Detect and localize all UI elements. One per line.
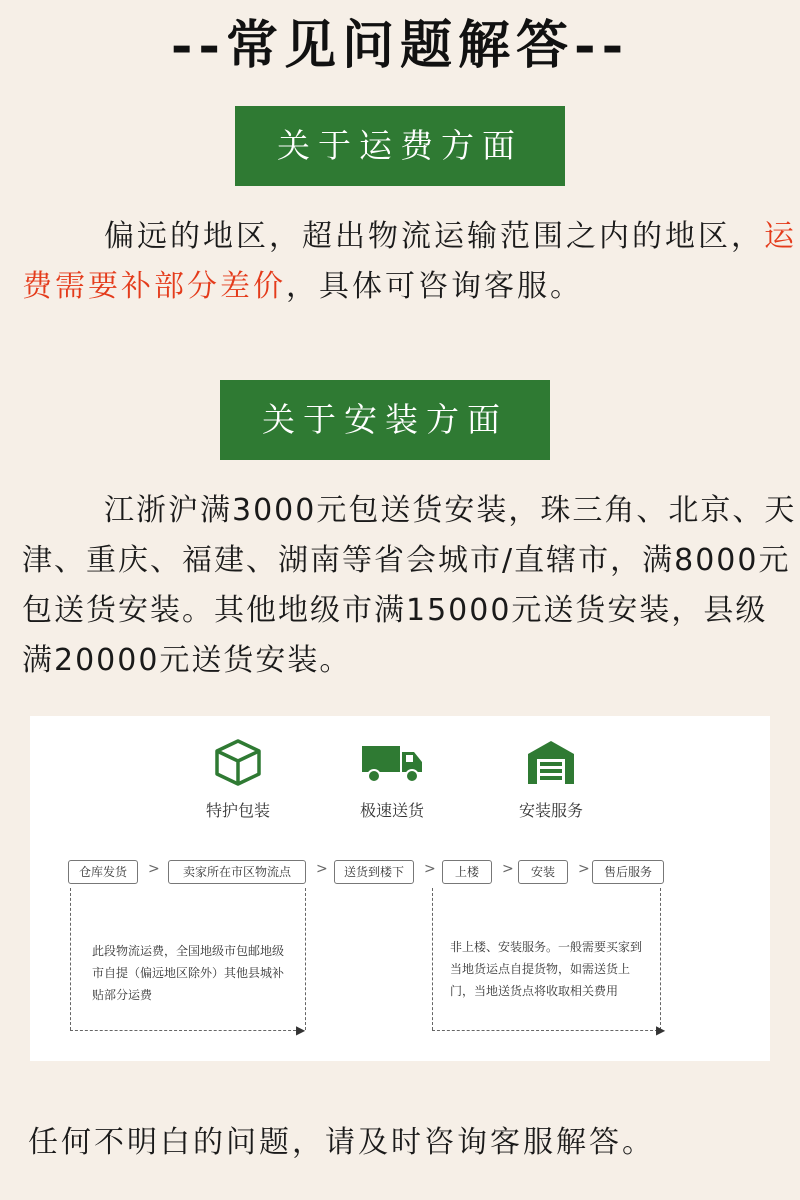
shipping-highlight: 运费需要补部分差价 bbox=[22, 219, 797, 304]
flow-step: 卖家所在市区物流点 bbox=[168, 860, 306, 884]
flow-divider bbox=[70, 1030, 296, 1031]
install-text: 江浙沪满3000元包送货安装，珠三角、北京、天津、重庆、福建、湖南等省会城市/直辖市，满8000元包送货安装。其他地级市满15000元送货安装，县级满20000元送货安装。 bbox=[22, 493, 797, 678]
warehouse-icon bbox=[525, 738, 577, 786]
truck-icon bbox=[360, 738, 424, 786]
flow-divider bbox=[305, 888, 306, 1030]
feature-label: 安装服务 bbox=[518, 801, 583, 820]
arrow-right-icon: ▶ bbox=[656, 1023, 666, 1037]
box-icon bbox=[213, 738, 263, 786]
flow-step: 送货到楼下 bbox=[334, 860, 414, 884]
feature-label: 特护包装 bbox=[205, 801, 270, 820]
flow-note-left: 此段物流运费，全国地级市包邮地级市自提（偏远地区除外）其他县城补贴部分运费 bbox=[92, 944, 285, 1002]
flow-divider bbox=[660, 888, 661, 1030]
flow-note-right: 非上楼、安装服务。一般需要买家到当地货运点自提货物，如需送货上门，当地送货点将收取相关费用 bbox=[450, 940, 643, 998]
arrow-right-icon: ▶ bbox=[296, 1023, 306, 1037]
flow-divider bbox=[70, 888, 71, 1030]
install-paragraph bbox=[22, 486, 798, 686]
chevron-right-icon: > bbox=[424, 861, 436, 877]
shipping-text-after: ，具体可咨询客服。 bbox=[286, 269, 583, 304]
shipping-heading: 关于运费方面 bbox=[235, 106, 565, 186]
footer-note: 任何不明白的问题，请及时咨询客服解答。 bbox=[28, 1125, 655, 1160]
feature-packaging bbox=[178, 738, 298, 821]
page-title: --常见问题解答-- bbox=[170, 15, 630, 76]
chevron-right-icon: > bbox=[316, 861, 328, 877]
shipping-text-before: 偏远的地区，超出物流运输范围之内的地区， bbox=[104, 219, 764, 254]
feature-label: 极速送货 bbox=[359, 801, 424, 820]
chevron-right-icon: > bbox=[578, 861, 590, 877]
shipping-paragraph bbox=[22, 212, 798, 312]
flow-step: 仓库发货 bbox=[68, 860, 138, 884]
feature-installation bbox=[491, 738, 611, 821]
feature-delivery bbox=[332, 738, 452, 821]
flow-step: 安装 bbox=[518, 860, 568, 884]
flow-divider bbox=[432, 1030, 658, 1031]
service-panel bbox=[30, 716, 770, 1061]
chevron-right-icon: > bbox=[502, 861, 514, 877]
flow-step: 售后服务 bbox=[592, 860, 664, 884]
flow-divider bbox=[432, 888, 433, 1030]
flow-step: 上楼 bbox=[442, 860, 492, 884]
chevron-right-icon: > bbox=[148, 861, 160, 877]
install-heading: 关于安装方面 bbox=[220, 380, 550, 460]
